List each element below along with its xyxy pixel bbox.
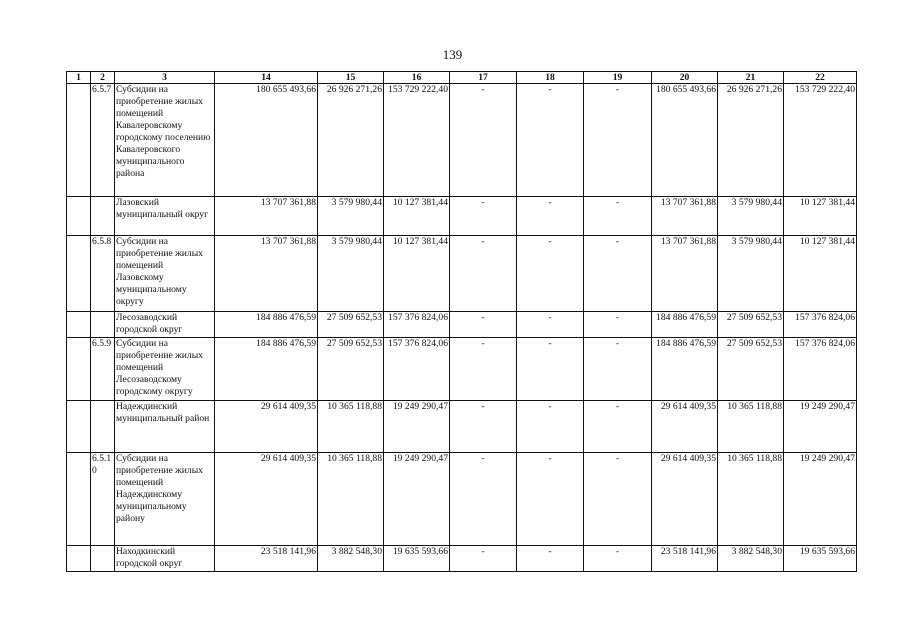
column-header: 21 bbox=[718, 72, 784, 84]
column-header: 18 bbox=[517, 72, 584, 84]
table-row bbox=[67, 546, 857, 572]
table-cell-col-3: Находкинский городской округ bbox=[115, 546, 215, 572]
table-cell-col-1 bbox=[67, 401, 91, 453]
table-cell-col-21: 3 579 980,44 bbox=[718, 236, 784, 312]
table-cell-col-19: - bbox=[584, 84, 652, 197]
table-cell-col-18: - bbox=[517, 197, 584, 236]
table-cell-col-20: 13 707 361,88 bbox=[652, 197, 718, 236]
table-cell-col-2 bbox=[91, 546, 115, 572]
table-cell-col-16: 19 635 593,66 bbox=[384, 546, 450, 572]
table-cell-col-2: 6.5.7 bbox=[91, 84, 115, 197]
table-cell-col-1 bbox=[67, 453, 91, 546]
column-header: 2 bbox=[91, 72, 115, 84]
table-cell-col-2 bbox=[91, 312, 115, 338]
table-cell-col-18: - bbox=[517, 546, 584, 572]
table-cell-col-19: - bbox=[584, 546, 652, 572]
table-cell-col-14: 13 707 361,88 bbox=[215, 236, 318, 312]
column-header: 3 bbox=[115, 72, 215, 84]
table-cell-col-16: 153 729 222,40 bbox=[384, 84, 450, 197]
table-cell-col-18: - bbox=[517, 236, 584, 312]
table-cell-col-22: 19 249 290,47 bbox=[784, 453, 857, 546]
table-cell-col-14: 13 707 361,88 bbox=[215, 197, 318, 236]
column-header: 15 bbox=[318, 72, 384, 84]
table-cell-col-17: - bbox=[450, 236, 517, 312]
table-cell-col-17: - bbox=[450, 546, 517, 572]
column-header: 14 bbox=[215, 72, 318, 84]
table-cell-col-20: 13 707 361,88 bbox=[652, 236, 718, 312]
table-cell-col-20: 180 655 493,66 bbox=[652, 84, 718, 197]
table-cell-col-3: Лазовский муниципальный округ bbox=[115, 197, 215, 236]
table-cell-col-16: 10 127 381,44 bbox=[384, 197, 450, 236]
table-cell-col-18: - bbox=[517, 401, 584, 453]
table-cell-col-18: - bbox=[517, 84, 584, 197]
table-cell-col-1 bbox=[67, 546, 91, 572]
table-cell-col-22: 19 249 290,47 bbox=[784, 401, 857, 453]
table-cell-col-16: 157 376 824,06 bbox=[384, 312, 450, 338]
table-cell-col-22: 157 376 824,06 bbox=[784, 338, 857, 401]
table-cell-col-14: 23 518 141,96 bbox=[215, 546, 318, 572]
table-cell-col-20: 184 886 476,59 bbox=[652, 312, 718, 338]
table-cell-col-15: 10 365 118,88 bbox=[318, 401, 384, 453]
table-cell-col-16: 19 249 290,47 bbox=[384, 453, 450, 546]
table-cell-col-17: - bbox=[450, 401, 517, 453]
table-cell-col-20: 23 518 141,96 bbox=[652, 546, 718, 572]
table-cell-col-19: - bbox=[584, 197, 652, 236]
table-cell-col-15: 3 882 548,30 bbox=[318, 546, 384, 572]
column-header: 20 bbox=[652, 72, 718, 84]
table-cell-col-17: - bbox=[450, 453, 517, 546]
table-cell-col-18: - bbox=[517, 312, 584, 338]
table-cell-col-1 bbox=[67, 312, 91, 338]
table-row bbox=[67, 197, 857, 236]
table-cell-col-3: Субсидии на приобретение жилых помещений Надеждинскому муниципальному району bbox=[115, 453, 215, 546]
table-cell-col-14: 29 614 409,35 bbox=[215, 453, 318, 546]
table-cell-col-22: 153 729 222,40 bbox=[784, 84, 857, 197]
table-cell-col-2 bbox=[91, 197, 115, 236]
table-row bbox=[67, 401, 857, 453]
table-cell-col-16: 157 376 824,06 bbox=[384, 338, 450, 401]
column-header: 1 bbox=[67, 72, 91, 84]
table-cell-col-17: - bbox=[450, 84, 517, 197]
table-cell-col-22: 19 635 593,66 bbox=[784, 546, 857, 572]
table-cell-col-21: 26 926 271,26 bbox=[718, 84, 784, 197]
table-cell-col-20: 29 614 409,35 bbox=[652, 401, 718, 453]
table-cell-col-19: - bbox=[584, 338, 652, 401]
table-cell-col-15: 27 509 652,53 bbox=[318, 312, 384, 338]
table-row bbox=[67, 84, 857, 197]
table-cell-col-3: Субсидии на приобретение жилых помещений Лазовскому муниципальному округу bbox=[115, 236, 215, 312]
table-row bbox=[67, 338, 857, 401]
table-cell-col-15: 3 579 980,44 bbox=[318, 197, 384, 236]
table-cell-col-2: 6.5.8 bbox=[91, 236, 115, 312]
table-cell-col-19: - bbox=[584, 312, 652, 338]
table-cell-col-2: 6.5.9 bbox=[91, 338, 115, 401]
table-cell-col-2: 6.5.10 bbox=[91, 453, 115, 546]
table-cell-col-15: 3 579 980,44 bbox=[318, 236, 384, 312]
table-cell-col-21: 27 509 652,53 bbox=[718, 338, 784, 401]
column-header: 19 bbox=[584, 72, 652, 84]
table-cell-col-3: Субсидии на приобретение жилых помещений Кавалеровскому городскому поселению Кавалеровского муниципального района bbox=[115, 84, 215, 197]
table-cell-col-14: 184 886 476,59 bbox=[215, 338, 318, 401]
table-cell-col-16: 19 249 290,47 bbox=[384, 401, 450, 453]
table-cell-col-20: 29 614 409,35 bbox=[652, 453, 718, 546]
budget-table bbox=[66, 71, 857, 572]
table-cell-col-21: 10 365 118,88 bbox=[718, 453, 784, 546]
table-cell-col-1 bbox=[67, 338, 91, 401]
table-cell-col-14: 29 614 409,35 bbox=[215, 401, 318, 453]
table-row bbox=[67, 236, 857, 312]
table-cell-col-17: - bbox=[450, 338, 517, 401]
table-cell-col-22: 10 127 381,44 bbox=[784, 236, 857, 312]
table-cell-col-17: - bbox=[450, 312, 517, 338]
table-cell-col-1 bbox=[67, 236, 91, 312]
table-cell-col-22: 10 127 381,44 bbox=[784, 197, 857, 236]
table-row bbox=[67, 312, 857, 338]
table-cell-col-19: - bbox=[584, 453, 652, 546]
table-row bbox=[67, 453, 857, 546]
column-header: 22 bbox=[784, 72, 857, 84]
table-cell-col-21: 27 509 652,53 bbox=[718, 312, 784, 338]
table-cell-col-17: - bbox=[450, 197, 517, 236]
column-header: 16 bbox=[384, 72, 450, 84]
table-cell-col-20: 184 886 476,59 bbox=[652, 338, 718, 401]
table-cell-col-16: 10 127 381,44 bbox=[384, 236, 450, 312]
header-row bbox=[67, 72, 857, 84]
table-cell-col-15: 26 926 271,26 bbox=[318, 84, 384, 197]
table-cell-col-14: 180 655 493,66 bbox=[215, 84, 318, 197]
table-cell-col-3: Субсидии на приобретение жилых помещений Лесозаводскому городскому округу bbox=[115, 338, 215, 401]
table-cell-col-21: 3 882 548,30 bbox=[718, 546, 784, 572]
table-cell-col-1 bbox=[67, 197, 91, 236]
table-cell-col-19: - bbox=[584, 236, 652, 312]
column-header: 17 bbox=[450, 72, 517, 84]
table-cell-col-15: 27 509 652,53 bbox=[318, 338, 384, 401]
table-cell-col-22: 157 376 824,06 bbox=[784, 312, 857, 338]
table-cell-col-1 bbox=[67, 84, 91, 197]
table-cell-col-3: Лесозаводский городской округ bbox=[115, 312, 215, 338]
table-cell-col-21: 3 579 980,44 bbox=[718, 197, 784, 236]
table-cell-col-19: - bbox=[584, 401, 652, 453]
table-cell-col-15: 10 365 118,88 bbox=[318, 453, 384, 546]
table-cell-col-14: 184 886 476,59 bbox=[215, 312, 318, 338]
table-cell-col-18: - bbox=[517, 453, 584, 546]
table-cell-col-2 bbox=[91, 401, 115, 453]
table-cell-col-3: Надеждинский муниципальный район bbox=[115, 401, 215, 453]
table-cell-col-18: - bbox=[517, 338, 584, 401]
table-cell-col-21: 10 365 118,88 bbox=[718, 401, 784, 453]
page-number: 139 bbox=[442, 47, 463, 62]
